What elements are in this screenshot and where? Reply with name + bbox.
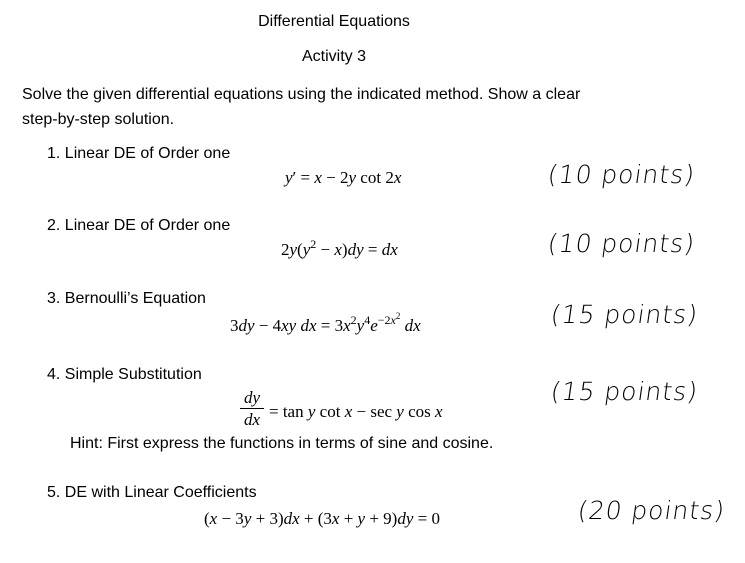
problem-3-label: 3. Bernoulli’s Equation (47, 290, 206, 307)
problem-4-label: 4. Simple Substitution (47, 366, 202, 383)
instructions-line-1: Solve the given differential equations using the indicated method. Show a clear (22, 86, 581, 103)
problem-3-equation: 3dy − 4xy dx = $3x^2y^4e^{-2x^2}$ dx (230, 311, 421, 335)
problem-2-label: 2. Linear DE of Order one (47, 217, 231, 234)
problem-4-equation: = tan y cot x − sec y cos x (269, 402, 443, 421)
problem-4-points: (15 points) (548, 377, 701, 406)
instructions (22, 82, 662, 132)
problem-2-points: (10 points) (545, 229, 698, 258)
activity-number: Activity 3 (301, 48, 366, 65)
problem-5-label: 5. DE with Linear Coefficients (47, 484, 257, 501)
instructions-line-2: step-by-step solution. (22, 111, 175, 128)
problem-2-equation: $2y(y^2 - x)dy$ = dx (281, 237, 398, 259)
problem-5-points: (20 points) (575, 496, 728, 525)
problem-3-points: (15 points) (548, 300, 701, 329)
problem-1-equation: y′ = x − 2y cot 2x (285, 168, 402, 187)
document-title: Differential Equations (258, 13, 410, 30)
problem-4-fraction: dy dx (240, 388, 264, 429)
problem-1-points: (10 points) (545, 160, 698, 189)
problem-4-hint: Hint: First express the functions in terms of sine and cosine. (70, 435, 494, 452)
problem-5-equation: (x − 3y + 3)dx + (3x + y + 9)dy = 0 (204, 509, 440, 528)
problem-1-label: 1. Linear DE of Order one (47, 145, 231, 162)
